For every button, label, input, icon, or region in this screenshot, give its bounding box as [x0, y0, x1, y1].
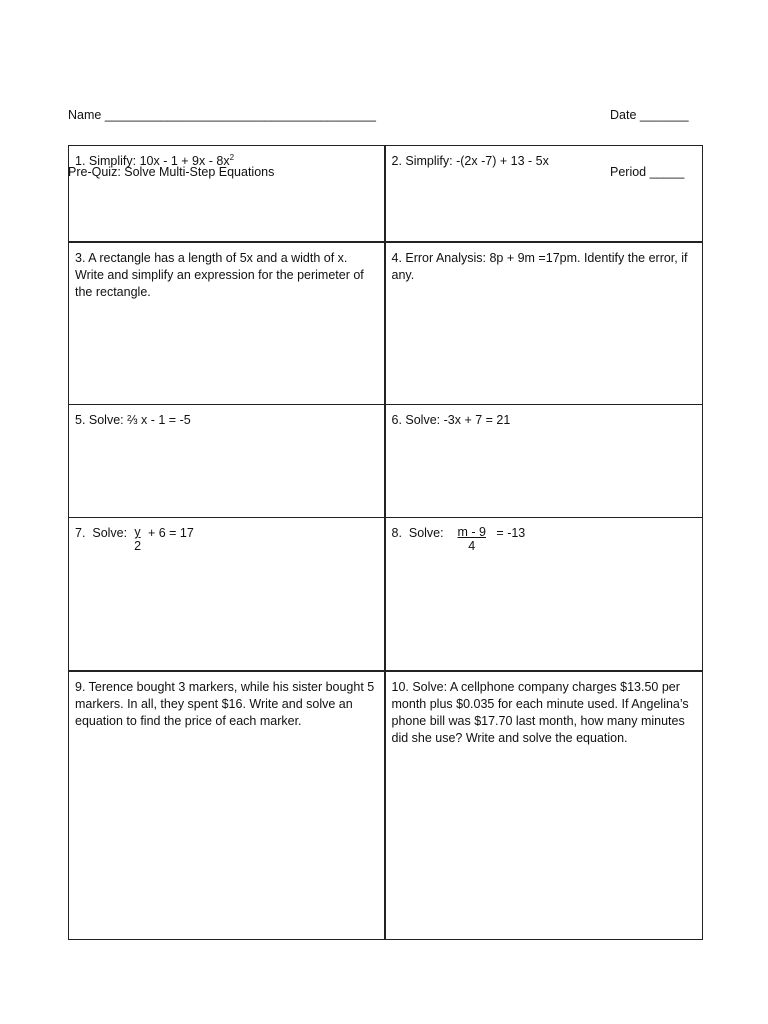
- problem-8-prefix: 8. Solve:: [391, 526, 458, 540]
- fraction-numerator: y: [134, 525, 141, 539]
- problem-4-text: 4. Error Analysis: 8p + 9m =17pm. Identify the error, if any.: [391, 251, 688, 282]
- problem-7: [69, 518, 385, 672]
- problem-6-text: 6. Solve: -3x + 7 = 21: [391, 413, 511, 427]
- problem-8-suffix: = -13: [486, 526, 526, 540]
- problem-9-text: 9. Terence bought 3 markers, while his sister bought 5 markers. In all, they spent $16. Write and solve an equation to find the price of each marker.: [75, 680, 375, 728]
- date-line: Date _______: [610, 108, 689, 122]
- problem-5-text: 5. Solve: ⅔ x - 1 = -5: [75, 413, 191, 427]
- quiz-title: Pre-Quiz: Solve Multi-Step Equations: [68, 165, 275, 179]
- problem-10: [385, 671, 703, 940]
- fraction: [134, 525, 141, 553]
- problem-7-suffix: + 6 = 17: [141, 526, 194, 540]
- problem-3-text: 3. A rectangle has a length of 5x and a width of x. Write and simplify an expression for the perimeter of the rectangle.: [75, 251, 364, 299]
- fraction-denominator: 2: [134, 539, 142, 553]
- problem-grid: [68, 145, 703, 940]
- problem-9: [69, 671, 385, 940]
- problem-2: [385, 146, 703, 243]
- problem-row: [69, 242, 703, 405]
- fraction-denominator: 4: [468, 539, 476, 553]
- fraction-numerator: m - 9: [457, 525, 486, 539]
- problem-1-text: 1. Simplify: 10x - 1 + 9x - 8x: [75, 154, 230, 168]
- problem-1: [69, 146, 385, 243]
- problem-3: [69, 242, 385, 405]
- problem-row: [69, 146, 703, 243]
- problem-7-prefix: 7. Solve:: [75, 526, 135, 540]
- problem-5: [69, 405, 385, 518]
- period-line: Period _____: [610, 165, 685, 179]
- problem-row: [69, 405, 703, 518]
- problem-6: [385, 405, 703, 518]
- exponent: 2: [229, 152, 235, 162]
- problem-row: [69, 671, 703, 940]
- problem-8: [385, 518, 703, 672]
- problem-4: [385, 242, 703, 405]
- name-line: Name _______________________________________: [68, 108, 376, 122]
- problem-row: [69, 518, 703, 672]
- problem-2-text: 2. Simplify: -(2x -7) + 13 - 5x: [391, 154, 549, 168]
- problem-10-text: 10. Solve: A cellphone company charges $13.50 per month plus $0.035 for each minute used. If Angelina’s phone bill was $17.70 last month, how many minutes did she use? Write and solve the equation.: [391, 680, 689, 745]
- fraction: [458, 525, 486, 553]
